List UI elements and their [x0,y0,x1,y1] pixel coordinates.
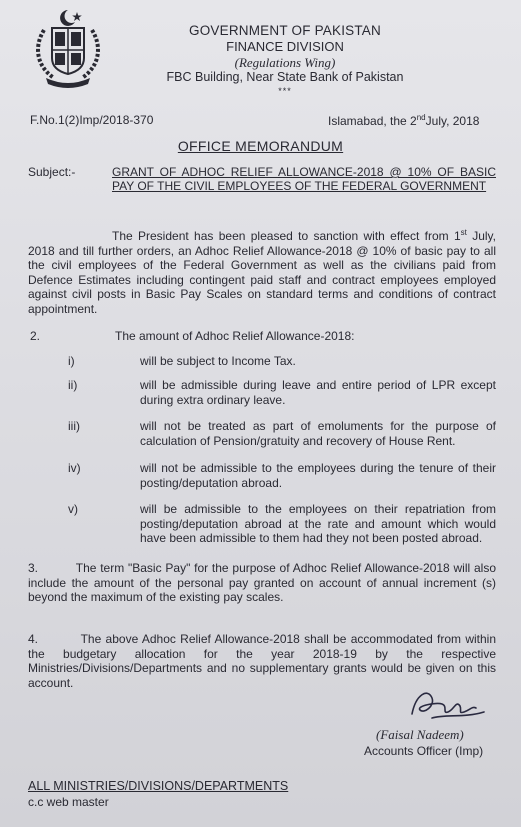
para2-number: 2. [30,329,41,343]
paragraph-4: 4. The above Adhoc Relief Allowance-2018 shall be accommodated from within the budgetary allocation for the year 2018-19 by the respective Ministries/Divisions/Departments and no supplementary grants would be given on this account. [28,632,500,690]
distribution-to: ALL MINISTRIES/DIVISIONS/DEPARTMENTS [28,779,289,793]
subject-label: Subject:- [28,165,76,179]
para1-text-b: July, 2018 and till further orders, an Adhoc Relief Allowance-2018 @ 10% of basic pay to all the civil employees of the Federal Government as well as the civilians paid from Defence Estimates including contingent paid staff and contract employees employed against civil posts in Basic Pay Scales on standard terms and conditions of contract appointment. [28,229,496,316]
header-government: GOVERNMENT OF PAKISTAN [189,23,381,38]
list-item-number: iii) [68,419,80,433]
subject-text: GRANT OF ADHOC RELIEF ALLOWANCE-2018 @ 10% OF BASIC PAY OF THE CIVIL EMPLOYEES OF THE FEDERAL GOVERNMENT [112,165,496,193]
signatory-title: Accounts Officer (Imp) [364,744,484,758]
para1-text-a: The President has been pleased to sanction with effect from 1 [112,229,461,243]
file-number: F.No.1(2)Imp/2018-370 [30,113,154,127]
list-item-number: i) [68,354,75,368]
signatory-name: (Faisal Nadeem) [376,727,464,742]
handwritten-signature [402,684,492,724]
list-item-text: will be admissible during leave and entire period of LPR except during extra ordinary leave. [140,378,496,407]
header-address: FBC Building, Near State Bank of Pakistan [166,70,404,84]
paragraph-3: 3. The term "Basic Pay" for the purpose of Adhoc Relief Allowance-2018 will also include the amount of the personal pay granted on account of annual increment (s) beyond the maximum of the existing pay scales. [28,561,500,604]
para1-sup: st [460,228,467,237]
list-item-number: v) [68,502,78,516]
date-suffix: July, 2018 [425,114,480,128]
paragraph-1 [28,226,496,316]
header-stars: *** [278,86,292,96]
memo-date [328,113,479,128]
date-sup: nd [416,113,426,122]
header-wing: (Regulations Wing) [234,55,336,70]
list-item-text: will not be treated as part of emoluments for the purpose of calculation of Pension/gratuity and recovery of House Rent. [140,419,496,448]
list-item-number: iv) [68,461,81,475]
distribution-cc: c.c web master [28,795,109,809]
memo-title: OFFICE MEMORANDUM [177,138,344,154]
list-item-text: will be subject to Income Tax. [140,354,296,368]
para2-text: The amount of Adhoc Relief Allowance-2018: [115,329,355,343]
date-prefix: Islamabad, the 2 [328,114,417,128]
list-item-number: ii) [68,378,78,392]
state-emblem-icon [30,8,106,88]
list-item-text: will not be admissible to the employees during the tenure of their posting/deputation abroad. [140,461,496,490]
header-division: FINANCE DIVISION [226,39,344,54]
list-item-text: will be admissible to the employees on their repatriation from posting/deputation abroad at the rate and amount which would have been admissible to them had they not been posted abroad. [140,502,496,545]
